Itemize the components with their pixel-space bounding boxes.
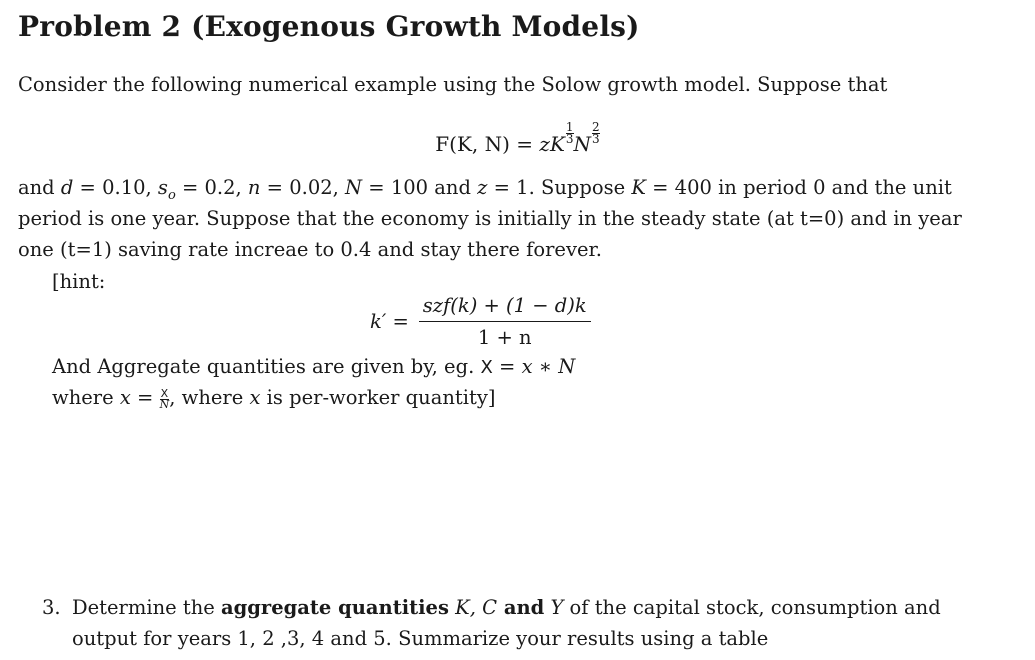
x-over-n-fraction: $\frac{X}{N}$ [159, 387, 170, 411]
exponent-two-thirds: $\frac{2}{3}$ [592, 120, 600, 146]
equation-denominator: 1 + n [477, 326, 532, 349]
intro-text: Consider the following numerical example using the Solow growth model. Suppose that [18, 73, 888, 96]
question-3 [42, 592, 941, 654]
production-function [0, 122, 1035, 156]
question-line-1: 3. Determine the aggregate quantities K, C and Y of the capital stock, consumption and [42, 592, 941, 623]
aggregate-quantities-line: And Aggregate quantities are given by, eg. X = x ∗ N [52, 355, 576, 378]
question-number: 3. [42, 596, 61, 619]
production-function-lhs: F(K, N) = [435, 132, 540, 156]
hint-label: [hint: [52, 270, 106, 293]
exponent-one-third: $\frac{1}{3}$ [565, 120, 574, 146]
production-function-zk: zK [539, 132, 565, 156]
equation-numerator: szf(k) + (1 − d)k [419, 294, 591, 322]
equation-fraction [419, 294, 591, 349]
per-worker-definition-line: where $x = \frac{X}{N}$ , where x is per-worker quantity] [52, 386, 496, 411]
problem-heading: Problem 2 (Exogenous Growth Models) [18, 10, 640, 43]
question-line-2: output for years 1, 2 ,3, 4 and 5. Summarize your results using a table [72, 627, 769, 650]
parameters-line: and d = 0.10, $s_o = 0.2$, n = 0.02, N = 100 and z = 1. Suppose K = 400 in period 0 and the unit [18, 176, 952, 203]
production-function-n: N [573, 132, 592, 156]
saving-rate-line: one (t=1) saving rate increae to 0.4 and stay there forever. [18, 238, 602, 261]
equation-lhs: k′ = [370, 310, 409, 333]
capital-accumulation-equation [370, 294, 591, 349]
steady-state-line: period is one year. Suppose that the economy is initially in the steady state (at t=0) and in year [18, 207, 962, 230]
